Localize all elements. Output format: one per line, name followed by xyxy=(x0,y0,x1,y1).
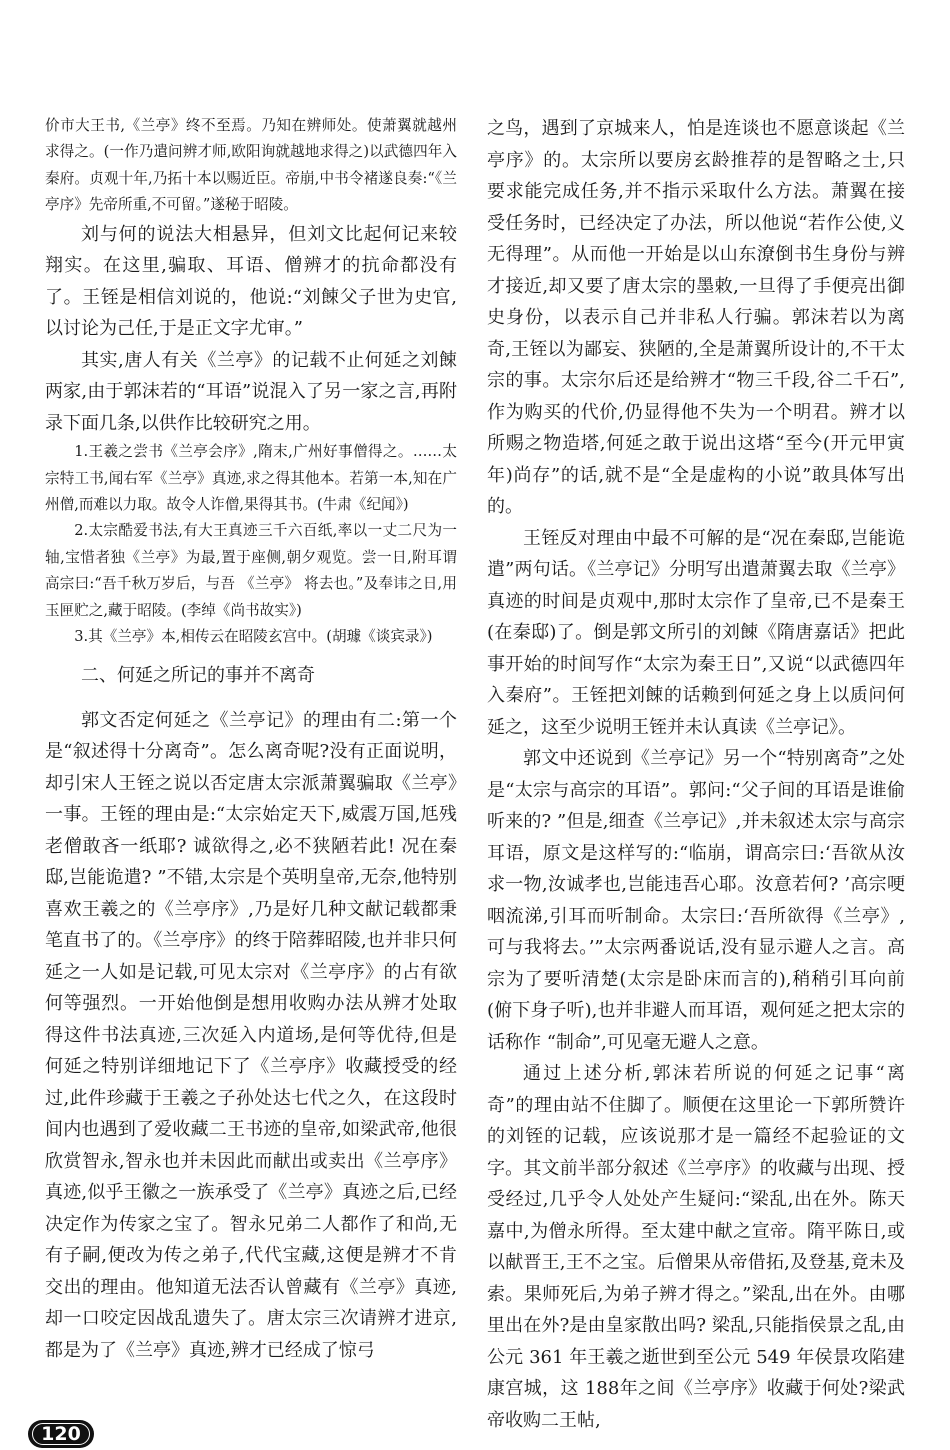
paragraph: 刘与何的说法大相悬异，但刘文比起何记来较翔实。在这里,骗取、耳语、僧辨才的抗命都没有了。王铚是相信刘说的，他说:“刘餗父子世为史官,以讨论为己任,于是正文字尤审。” xyxy=(45,223,457,340)
paragraph-continued: 之鸟，遇到了京城来人，怕是连谈也不愿意谈起《兰亭序》的。太宗所以要房玄龄推荐的是智略之士,只要求能完成任务,并不指示采取什么方法。萧翼在接受任务时，已经决定了办法，所以他说“若作公使,义无得理”。从而他一开始是以山东潦倒书生身份与辨才接近,却又要了唐太宗的墨敕,一旦得了手便亮出御史身份，以表示自己并非私人行骗。郭沫若以为离奇,王铚以为鄙妄、狭陋的,全是萧翼所设计的,不干太宗的事。太宗尔后还是给辨才“物三千段,谷二千石”,作为购买的代价,仍显得他不失为一个明君。辨才以所赐之物造塔,何延之敢于说出这塔“至今(开元甲寅年)尚存”的话,就不是“全是虚构的小说”敢具体写出的。 xyxy=(487,118,905,517)
page-number: 120 xyxy=(41,1423,81,1445)
paragraph: 郭文否定何延之《兰亭记》的理由有二:第一个是“叙述得十分离奇”。怎么离奇呢?没有正面说明，却引宋人王铚之说以否定唐太宗派萧翼骗取《兰亭》一事。王铚的理由是:“太宗始定天下,威震万国,尪残老僧敢吝一纸耶? 诚欲得之,必不狭陋若此! 况在秦邸,岂能诡遣? ”不错,太宗是个英明皇帝,无奈,他特别喜欢王羲之的《兰亭序》,乃是好几种文献记载都秉笔直书了的。《兰亭序》的终于陪葬昭陵,也并非只何延之一人如是记载,可见太宗对《兰亭序》的占有欲何等强烈。一开始他倒是想用收购办法从辨才处取得这件书法真迹,三次延入内道场,是何等优待,但是何延之特别详细地记下了《兰亭序》收藏授受的经过,此件珍藏于王羲之子孙处达七代之久，在这段时间内也遇到了爱收藏二王书迹的皇帝,如梁武帝,他很欣赏智永,智永也并未因此而献出或卖出《兰亭序》真迹,似乎王徽之一族承受了《兰亭》真迹之后,已经决定作为传家之宝了。智永兄弟二人都作了和尚,无有子嗣,便改为传之弟子,代代宝藏,这便是辨才不肯交出的理由。他知道无法否认曾藏有《兰亭》真迹,却一口咬定因战乱遗失了。唐太宗三次请辨才进京,都是为了《兰亭》真迹,辨才已经成了惊弓 xyxy=(45,709,457,1361)
page-number-badge xyxy=(28,1420,94,1448)
paragraph: 通过上述分析,郭沫若所说的何延之记事“离奇”的理由站不住脚了。顺便在这里论一下郭所赞许的刘铚的记载，应该说那才是一篇经不起验证的文字。其文前半部分叙述《兰亭序》的收藏与出现、授受经过,几乎令人处处产生疑问:“梁乱,出在外。陈天嘉中,为僧永所得。至太建中献之宣帝。隋平陈日,或以献晋王,王不之宝。后僧果从帝借拓,及登基,竟未及索。果师死后,为弟子辨才得之。”梁乱,出在外。由哪里出在外?是由皇家散出吗? 梁乱,只能指侯景之乱,由公元 361 年王羲之逝世到至公元 549 年侯景攻陷建康宫城，这 188年之间《兰亭序》收藏于何处?梁武帝收购二王帖, xyxy=(487,1063,906,1431)
quoted-source-note: 2.太宗酷爱书法,有大王真迹三千六百纸,率以一丈二尺为一轴,宝惜者独《兰亭》为最,置于座侧,朝夕观览。尝一日,附耳谓高宗曰:“吾千秋万岁后，与吾 《兰亭》 将去也。”及奉讳之日,用玉匣贮之,藏于昭陵。(李绰《尚书故实》) xyxy=(45,522,457,619)
paragraph: 王铚反对理由中最不可解的是“况在秦邸,岂能诡遣”两句话。《兰亭记》分明写出遣萧翼去取《兰亭》真迹的时间是贞观中,那时太宗作了皇帝,已不是秦王(在秦邸)了。倒是郭文所引的刘餗《隋唐嘉话》把此事开始的时间写作“太宗为秦王日”,又说“以武德四年入秦府”。王铚把刘餗的话赖到何延之身上以质问何延之，这至少说明王铚并未认真读《兰亭记》。 xyxy=(487,527,905,738)
section-heading: 二、何延之所记的事并不离奇 xyxy=(81,665,315,687)
paragraph: 其实,唐人有关《兰亭》的记载不止何延之刘餗两家,由于郭沫若的“耳语”说混入了另一家之言,再附录下面几条,以供作比较研究之用。 xyxy=(45,349,457,434)
quote-continued: 价市大王书,《兰亭》终不至焉。乃知在辨师处。使萧翼就越州求得之。(一作乃遣问辨才师,欧阳询就越地求得之)以武德四年入秦府。贞观十年,乃拓十本以赐近臣。帝崩,中书令褚遂良奏:“《兰亭序》先帝所重,不可留。”遂秘于昭陵。 xyxy=(45,117,457,214)
right-column xyxy=(487,113,905,1436)
quoted-source-note: 3.其《兰亭》本,相传云在昭陵玄宫中。(胡璩《谈宾录》) xyxy=(74,627,433,645)
left-column xyxy=(45,113,457,1366)
paragraph: 郭文中还说到《兰亭记》另一个“特别离奇”之处是“太宗与高宗的耳语”。郭问:“父子间的耳语是谁偷听来的? ”但是,细查《兰亭记》,并未叙述太宗与高宗耳语，原文是这样写的:“临崩，谓高宗曰:‘吾欲从汝求一物,汝诚孝也,岂能违吾心耶。汝意若何? ’高宗哽咽流涕,引耳而听制命。太宗曰:‘吾所欲得《兰亭》,可与我将去。’”太宗两番说话,没有显示避人之言。高宗为了要听清楚(太宗是卧床而言的),稍稍引耳向前(俯下身子听),也并非避人而耳语，观何延之把太宗的话称作 “制命”,可见毫无避人之意。 xyxy=(487,748,905,1053)
quoted-source-note: 1.王羲之尝书《兰亭会序》,隋末,广州好事僧得之。……太宗特工书,闻右军《兰亭》真迹,求之得其他本。若第一本,知在广州僧,而难以力取。故令人诈僧,果得其书。(牛肃《纪闻》) xyxy=(45,443,457,513)
